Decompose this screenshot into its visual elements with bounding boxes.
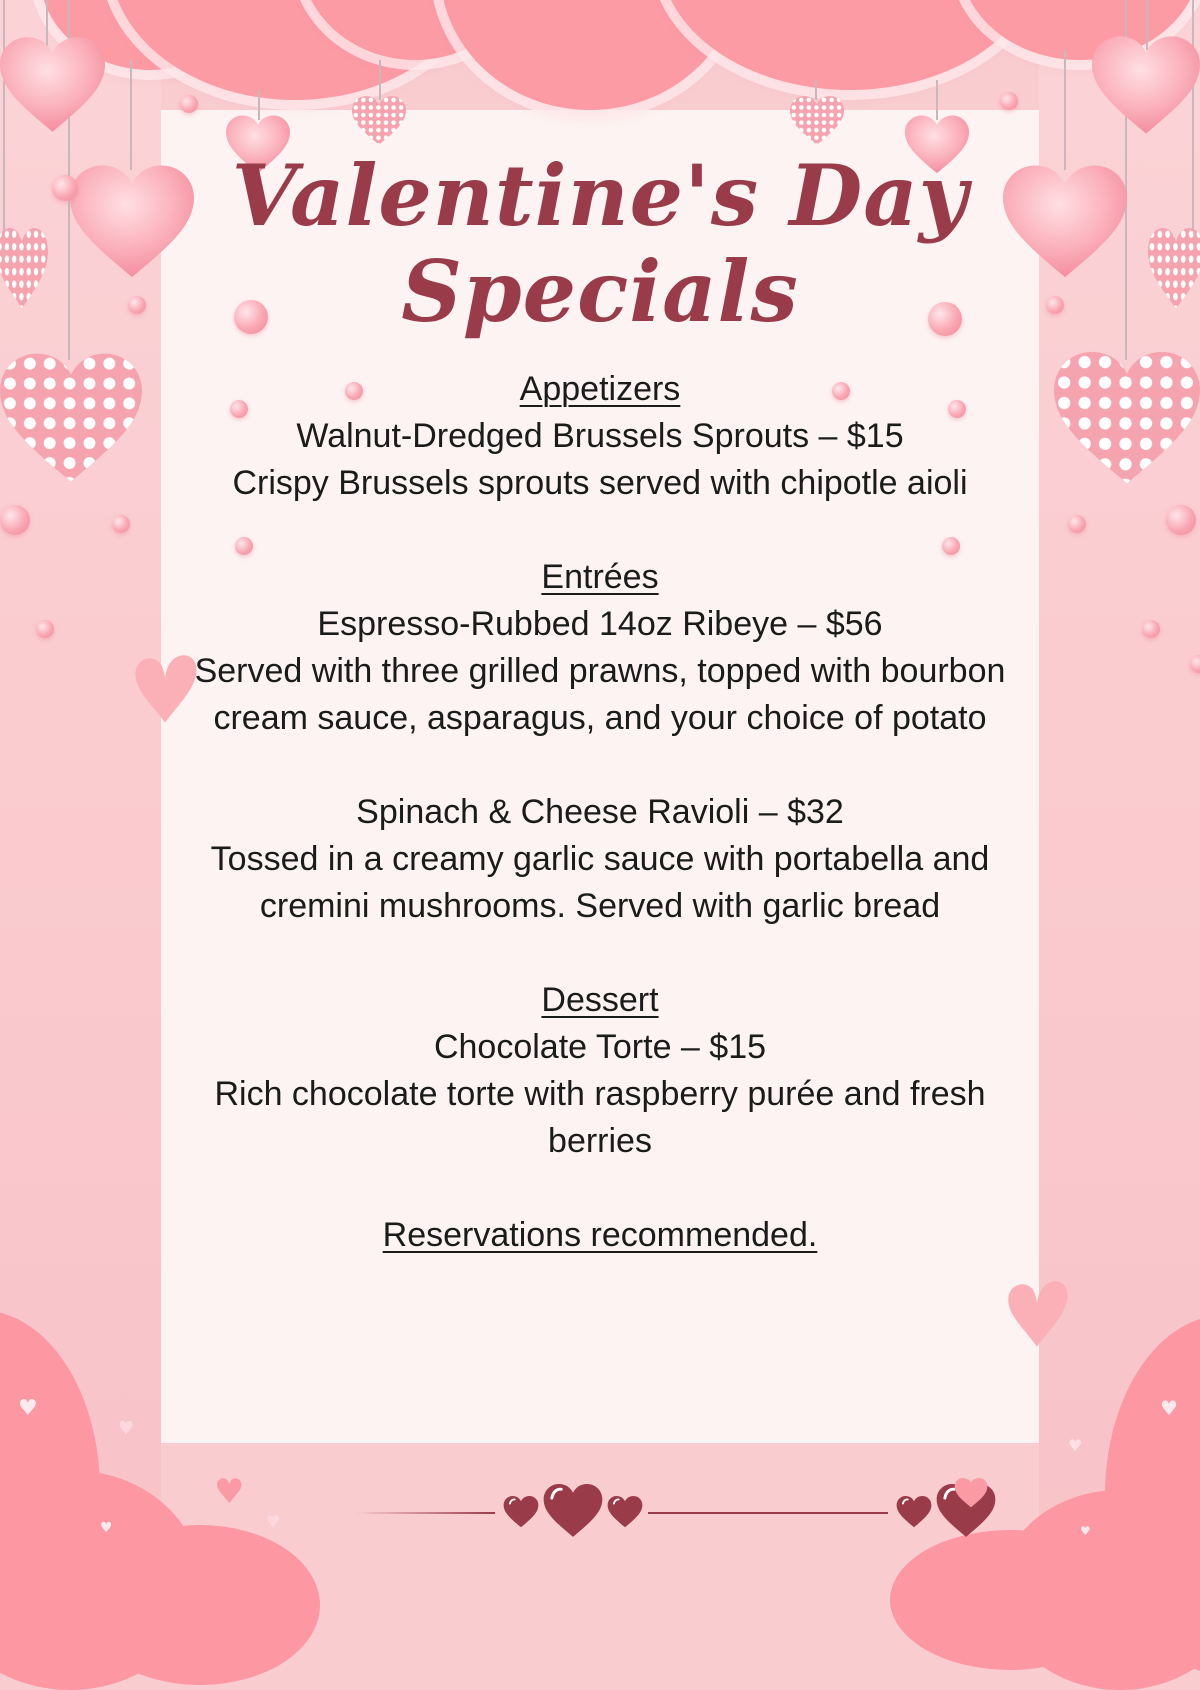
title-line-1: Valentine's Day [231, 146, 969, 245]
heart-divider-icon [607, 1496, 643, 1528]
heart-divider-icon [503, 1496, 539, 1528]
menu-content [161, 366, 1039, 1259]
menu-item-name: Walnut-Dredged Brussels Sprouts – $15 [296, 417, 904, 455]
menu-item-description: Tossed in a creamy garlic sauce with portabella and cremini mushrooms. Served with garlic bread [210, 840, 990, 925]
section-entrees [161, 554, 1039, 930]
flat-heart-icon [1003, 1278, 1071, 1350]
section-heading: Dessert [541, 981, 659, 1019]
polka-dot-heart-icon [1148, 228, 1200, 310]
reservations-note: Reservations recommended. [382, 1216, 818, 1254]
heart-divider-icon [543, 1484, 603, 1538]
heart-divider-icon [954, 1478, 988, 1508]
section-dessert [161, 977, 1039, 1165]
section-heading: Appetizers [519, 370, 681, 408]
polka-dot-heart-icon [0, 348, 142, 490]
heart-divider-icon [896, 1496, 932, 1528]
menu-item-name: Chocolate Torte – $15 [433, 1028, 767, 1066]
menu-item-name: Spinach & Cheese Ravioli – $32 [356, 793, 844, 831]
menu-item-description: Served with three grilled prawns, topped with bourbon cream sauce, asparagus, and your choice of potato [194, 652, 1006, 737]
menu-item-description: Crispy Brussels sprouts served with chipotle aioli [232, 464, 968, 502]
section-heading: Entrées [541, 558, 659, 596]
menu-item-description: Rich chocolate torte with raspberry purée and fresh berries [214, 1075, 986, 1160]
section-appetizers [161, 366, 1039, 507]
polka-dot-heart-icon [1054, 348, 1200, 490]
polka-dot-heart-icon [352, 96, 406, 146]
hanging-heart-icon [1092, 30, 1200, 142]
polka-dot-heart-icon [790, 96, 844, 146]
title-line-2: Specials [401, 242, 799, 341]
menu-item-name: Espresso-Rubbed 14oz Ribeye – $56 [317, 605, 883, 643]
hanging-heart-icon [0, 28, 105, 143]
polka-dot-heart-icon [0, 228, 48, 310]
page-title [161, 148, 1039, 340]
